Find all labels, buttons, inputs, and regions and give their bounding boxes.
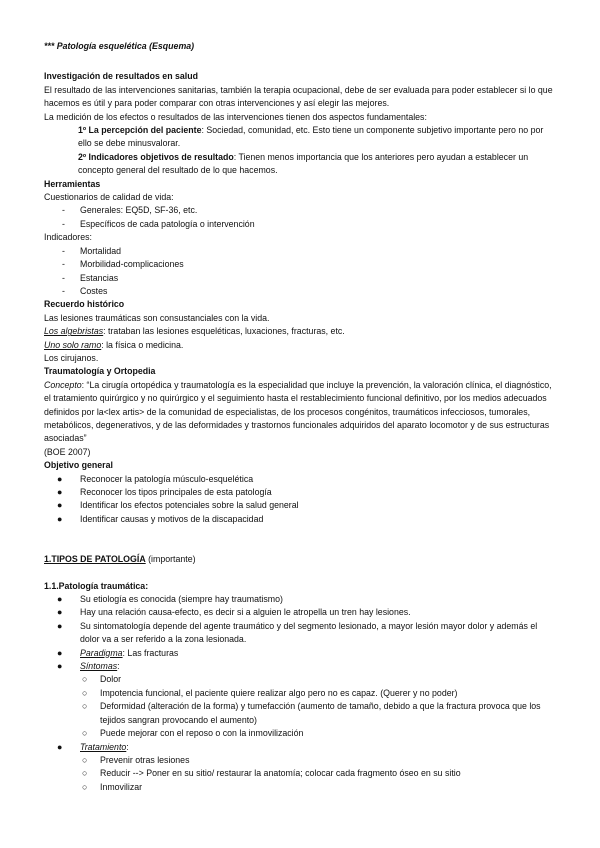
investigacion-paragraph-1: El resultado de las intervenciones sanitarias, también la terapia ocupacional, debe de ser evaluada para poder establecer si lo que hacemos es útil y para poder comparar con otras intervenciones y así elegir las mejores. — [44, 84, 553, 109]
list-item: ○ Prevenir otras lesiones — [44, 754, 559, 767]
objetivo-list — [44, 473, 559, 527]
list-item: ● Reconocer la patología músculo-esquelética — [44, 473, 559, 486]
recuerdo-line-1: Las lesiones traumáticas son consustanciales con la vida. — [44, 312, 270, 323]
sintomas-label: Síntomas — [80, 661, 118, 672]
bullet-marker: ● — [57, 607, 63, 618]
aspecto-2 — [44, 151, 559, 178]
recuerdo-line-2: Los algebristas: trataban las lesiones esqueléticas, luxaciones, fracturas, etc. — [44, 326, 345, 337]
circle-marker: ○ — [82, 754, 88, 765]
uno-solo-ramo-label: Uno solo ramo — [44, 339, 102, 350]
bullet-marker: ● — [57, 647, 63, 658]
list-item: ○ Deformidad (alteración de la forma) y tumefacción (aumento de tamaño, debido a que la fractura provoca que los tejidos sangran provocando el aumento) — [82, 701, 541, 725]
list-item: ● Su sintomatología depende del agente traumático y del segmento lesionado, a mayor lesión mayor dolor y además el dolor va a ser referido a la zona lesionada. — [57, 620, 538, 645]
sintomas-list — [44, 673, 559, 740]
dash-marker: - — [62, 205, 65, 216]
bullet-marker: ● — [57, 620, 63, 631]
list-item: ● Paradigma: Las fracturas — [44, 647, 559, 660]
list-item: ● Hay una relación causa-efecto, es decir si a alguien le atropella un tren hay lesiones. — [44, 606, 559, 619]
dash-marker: - — [62, 272, 65, 283]
dash-marker: - — [62, 285, 65, 296]
objetivo-heading: Objetivo general — [44, 460, 113, 471]
tipos-heading: 1.TIPOS DE PATOLOGÍA — [44, 554, 146, 565]
dash-marker: - — [62, 259, 65, 270]
cuestionarios-list — [44, 204, 559, 231]
indicadores-label: Indicadores: — [44, 232, 92, 243]
bullet-marker: ● — [57, 500, 63, 511]
list-item: ○ Impotencia funcional, el paciente quiere realizar algo pero no es capaz. (Querer y no poder) — [44, 687, 559, 700]
circle-marker: ○ — [82, 728, 88, 739]
concepto-label: Concepto — [44, 379, 82, 390]
list-item: ● Síntomas: ○ Dolor ○ Impotencia funcional, el paciente quiere realizar algo pero no es capaz. (Querer y no poder) ○ Deformidad (alteración de la forma) y tumefacción (aumento de tamaño, debido a que la fractura provoca que los tejidos sangran provocando el aumento) ○ Puede mejorar con el reposo o con la inmovilización — [44, 660, 559, 740]
cuestionarios-label: Cuestionarios de calidad de vida: — [44, 192, 174, 203]
aspecto-1-label: 1º La percepción del paciente — [78, 125, 202, 136]
list-item: - Costes — [44, 285, 559, 298]
bullet-marker: ● — [57, 741, 63, 752]
list-item: ● Su etiología es conocida (siempre hay traumatismo) — [44, 593, 559, 606]
list-item: ● Reconocer los tipos principales de esta patología — [44, 486, 559, 499]
list-item: ○ Inmovilizar — [44, 781, 559, 794]
bullet-marker: ● — [57, 487, 63, 497]
list-item: ○ Reducir --> Poner en su sitio/ restaurar la anatomía; colocar cada fragmento óseo en su sitio — [44, 767, 559, 780]
list-item: - Estancias — [44, 272, 559, 285]
bullet-marker: ● — [57, 661, 63, 672]
tipos-note: (importante) — [145, 554, 196, 565]
algebristas-label: Los algebristas — [44, 326, 104, 337]
recuerdo-line-4: Los cirujanos. — [44, 352, 99, 363]
tratamiento-label: Tratamiento — [80, 741, 127, 752]
aspecto-1-text: : Sociedad, comunidad, etc. Esto tiene un componente subjetivo importante pero no por ello se debe minusvalorar. — [78, 125, 544, 149]
list-item: - Mortalidad — [44, 245, 559, 258]
list-item: ○ Dolor — [44, 673, 559, 686]
paradigma-label: Paradigma — [80, 647, 123, 658]
traumatica-heading: 1.1.Patología traumática: — [44, 580, 149, 591]
bullet-marker: ● — [57, 513, 63, 524]
aspecto-1 — [44, 124, 559, 151]
recuerdo-heading: Recuerdo histórico — [44, 299, 125, 310]
circle-marker: ○ — [82, 701, 88, 712]
circle-marker: ○ — [82, 674, 88, 685]
investigacion-heading: Investigación de resultados en salud — [44, 71, 198, 82]
list-item: - Específicos de cada patología o intervención — [44, 218, 559, 231]
traumatica-list — [44, 593, 559, 794]
indicadores-list — [44, 245, 559, 299]
circle-marker: ○ — [82, 768, 88, 779]
list-item: ● Identificar los efectos potenciales sobre la salud general — [44, 499, 559, 512]
concepto-paragraph: Concepto: “La cirugía ortopédica y traumatología es la especialidad que incluye la prevención, la valoración clínica, el diagnóstico, el tratamiento quirúrgico y no quirúrgico y el seguimiento hasta el restablecimiento funcional definitivo, por los medios adecuados definidos por la<lex artis> de la comunidad de especialistas, de los procesos congénitos, traumáticos infecciosos, tumorales, metabólicos, degenerativos, y de las deformidades y trastornos funcionales adquiridos del aparato locomotor y de sus estructuras asociadas” — [44, 379, 552, 444]
circle-marker: ○ — [82, 781, 88, 792]
bullet-marker: ● — [57, 473, 63, 484]
document-title: *** Patología esquelética (Esquema) — [44, 41, 195, 51]
tipos-heading-line — [44, 553, 559, 566]
list-item: ○ Puede mejorar con el reposo o con la inmovilización — [44, 727, 559, 740]
traumatologia-heading: Traumatología y Ortopedia — [44, 366, 156, 377]
tratamiento-list — [44, 754, 559, 794]
boe-reference: (BOE 2007) — [44, 446, 91, 457]
list-item: ● Identificar causas y motivos de la discapacidad — [44, 513, 559, 526]
recuerdo-line-3: Uno solo ramo: la física o medicina. — [44, 339, 184, 350]
bullet-marker: ● — [57, 594, 63, 605]
list-item: - Generales: EQ5D, SF-36, etc. — [44, 204, 559, 217]
list-item: ● Tratamiento: ○ Prevenir otras lesiones ○ Reducir --> Poner en su sitio/ restaurar la anatomía; colocar cada fragmento óseo en su sitio ○ Inmovilizar — [44, 741, 559, 795]
herramientas-heading: Herramientas — [44, 178, 101, 189]
dash-marker: - — [62, 218, 65, 229]
investigacion-paragraph-2: La medición de los efectos o resultados de las intervenciones tienen dos aspectos fundamentales: — [44, 111, 427, 122]
dash-marker: - — [62, 245, 65, 256]
document-page — [44, 40, 559, 794]
circle-marker: ○ — [82, 687, 88, 698]
aspecto-2-text: : Tienen menos importancia que los anteriores pero ayudan a establecer un concepto general del resultado de lo que hacemos. — [78, 151, 529, 176]
aspecto-2-label: 2º Indicadores objetivos de resultado — [78, 151, 234, 162]
list-item: - Morbilidad-complicaciones — [44, 258, 559, 271]
